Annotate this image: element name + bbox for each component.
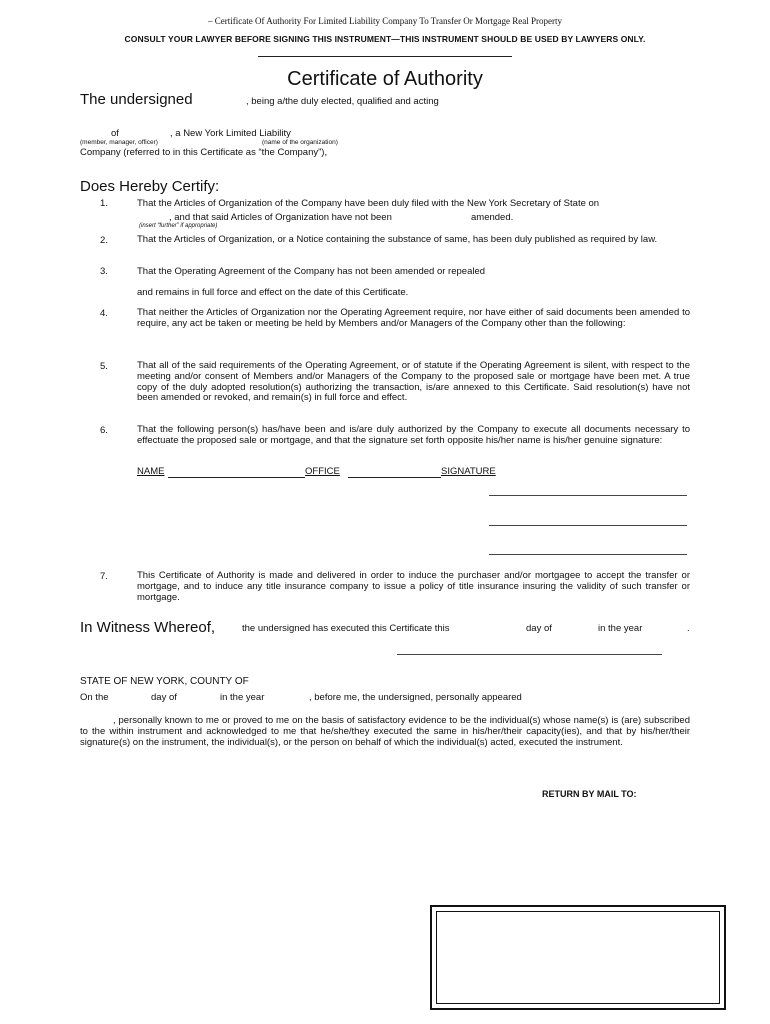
witness-period: . <box>687 623 690 634</box>
item-7-number: 7. <box>100 571 108 582</box>
name-column-header: NAME <box>137 466 165 477</box>
item-7-text: This Certificate of Authority is made and delivered in order to induce the purchaser and/or mortgagee to accept the transfer or mortgage, and to induce any title insurance company to issue a policy of title insurance insuring the validity of such transfer or mortgage. <box>137 570 690 603</box>
name-header-rule <box>168 477 305 478</box>
item-2-text: That the Articles of Organization, or a Notice containing the substance of same, has been duly published as required by law. <box>137 234 658 245</box>
return-by-mail-label: RETURN BY MAIL TO: <box>542 789 637 799</box>
notary-before-me: , before me, the undersigned, personally appeared <box>309 692 522 703</box>
item-4-text: That neither the Articles of Organization nor the Operating Agreement require, nor have either of said documents been amended to require, any act be taken or meeting be held by Members and/or Managers of the Company other than the following: <box>137 307 690 329</box>
witness-text: the undersigned has executed this Certificate this <box>242 623 450 634</box>
item-3-text: That the Operating Agreement of the Company has not been amended or repealed <box>137 266 486 277</box>
item-1-line2a: , and that said Articles of Organization have not been <box>169 212 392 223</box>
item-1-line2b: amended. <box>471 212 514 223</box>
witness-signature-line[interactable] <box>397 654 662 655</box>
notary-on-the: On the <box>80 692 109 703</box>
of-label: of <box>111 128 119 139</box>
signature-line-3[interactable] <box>489 554 687 555</box>
witness-day-of: day of <box>526 623 552 634</box>
office-header-rule <box>348 477 441 478</box>
office-column-header: OFFICE <box>305 466 340 477</box>
signature-line-1[interactable] <box>489 495 687 496</box>
item-1-line1: That the Articles of Organization of the Company have been duly filed with the New York Secretary of State on <box>137 198 600 209</box>
item-2-number: 2. <box>100 235 108 246</box>
item-1-number: 1. <box>100 198 108 209</box>
item-3-text2: and remains in full force and effect on the date of this Certificate. <box>137 287 409 298</box>
item-1-hint: (insert “further” if appropriate) <box>139 223 218 229</box>
being-text: , being a/the duly elected, qualified and acting <box>246 96 439 107</box>
certify-heading: Does Hereby Certify: <box>80 178 220 195</box>
witness-in-the-year: in the year <box>598 623 643 634</box>
item-6-number: 6. <box>100 425 108 436</box>
item-4-number: 4. <box>100 308 108 319</box>
company-text: Company (referred to in this Certificate as “the Company”), <box>80 147 328 158</box>
member-hint: (member, manager, officer) <box>80 139 158 146</box>
notary-in-the-year: in the year <box>220 692 265 703</box>
return-address-box <box>430 905 726 1010</box>
title-rule <box>258 56 512 57</box>
acknowledgment-text: , personally known to me or proved to me on the basis of satisfactory evidence to be the individual(s) whose name(s) is (are) subscribed to the within instrument and acknowledged to me that he/she/they executed the same in his/her/their capacity(ies), and that by his/her/their signature(s) on the instrument, the individual(s), or the person on behalf of which the individual(s) acted, executed the instrument. <box>80 715 690 748</box>
signature-line-2[interactable] <box>489 525 687 526</box>
item-6-text: That the following person(s) has/have been and is/are duly authorized by the Company to execute all documents necessary to effectuate the proposed sale or mortgage, and that the signature set forth opposite his/her name is his/her genuine signature: <box>137 424 690 446</box>
return-address-box-inner <box>436 911 720 1004</box>
signature-column-header: SIGNATURE <box>441 466 496 477</box>
item-5-number: 5. <box>100 361 108 372</box>
lawyer-warning: CONSULT YOUR LAWYER BEFORE SIGNING THIS INSTRUMENT—THIS INSTRUMENT SHOULD BE USED BY LAWYERS ONLY. <box>124 34 646 44</box>
notary-day-of: day of <box>151 692 177 703</box>
item-3-number: 3. <box>100 266 108 277</box>
organization-hint: (name of the organization) <box>262 139 338 146</box>
item-5-text: That all of the said requirements of the Operating Agreement, or of statute if the Operating Agreement is silent, with respect to the meeting and/or consent of Members and/or Managers of the Company to the proposed sale or mortgage have been met. A true copy of the duly adopted resolution(s) authorizing the transaction, is/are annexed to this Certificate. Said resolution(s) have not been amended or revoked, and remain(s) in full force and effect. <box>137 360 690 404</box>
witness-heading: In Witness Whereof, <box>80 619 216 636</box>
page-title: Certificate of Authority <box>287 68 483 90</box>
undersigned-label: The undersigned <box>80 91 193 108</box>
document-top-title: – Certificate Of Authority For Limited Liability Company To Transfer Or Mortgage Real Property <box>208 16 562 26</box>
state-county-heading: STATE OF NEW YORK, COUNTY OF <box>80 676 249 687</box>
ny-llc-text: , a New York Limited Liability <box>170 128 291 139</box>
